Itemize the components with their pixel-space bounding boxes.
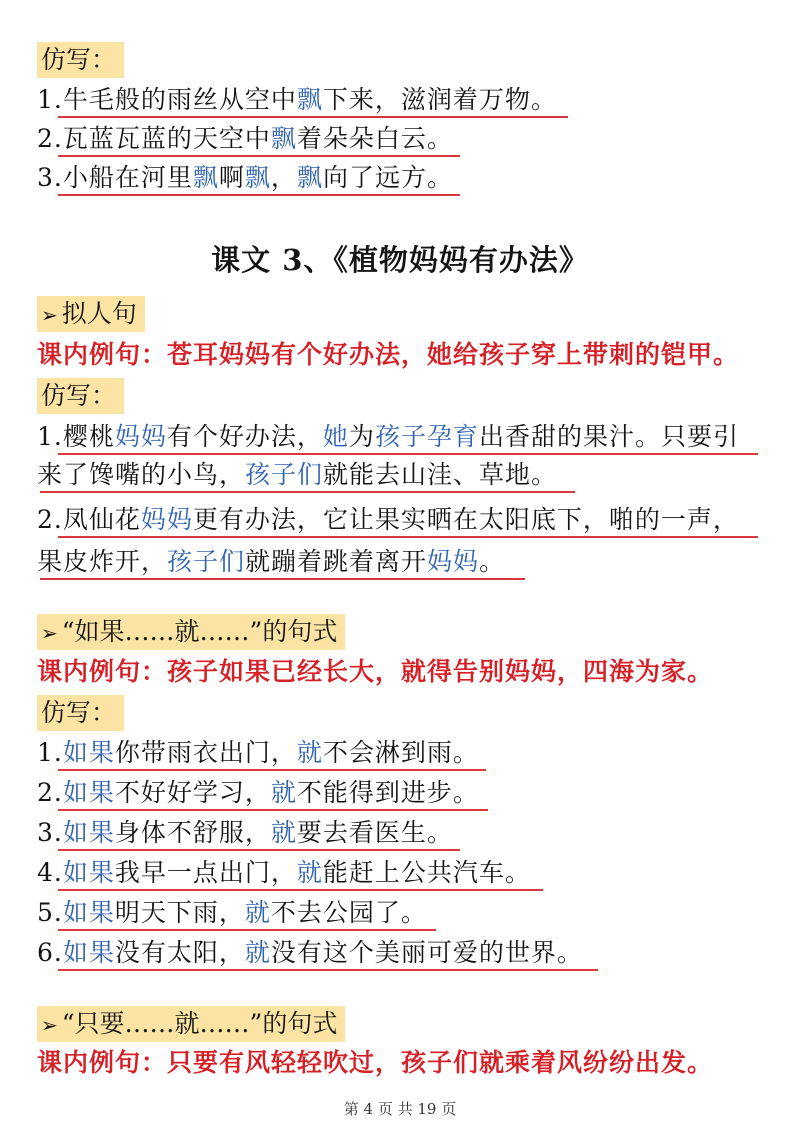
s3-item-4: 4.如果我早一点出门，就能赶上公共汽车。 [37, 858, 531, 887]
underline [40, 491, 575, 493]
underline [58, 155, 460, 157]
s2-item-2-line-2: 果皮炸开，孩子们就蹦着跳着离开妈妈。 [37, 547, 506, 576]
s2-item-1-line-2: 来了馋嘴的小鸟，孩子们就能去山洼、草地。 [37, 460, 558, 489]
imitation-tag: 仿写： [37, 695, 124, 731]
underline [58, 453, 758, 455]
underline [58, 849, 460, 851]
imitation-tag: 仿写： [37, 378, 124, 414]
imitation-tag: 仿写： [37, 42, 124, 78]
s3-item-3: 3.如果身体不舒服，就要去看医生。 [37, 818, 453, 847]
underline [58, 116, 568, 118]
ruguo-pattern-tag: ➢ “如果……就……”的句式 [37, 614, 345, 650]
zhiyao-pattern-tag: ➢ “只要……就……”的句式 [37, 1006, 345, 1042]
underline [58, 969, 598, 971]
s2-item-1-line-1: 1.樱桃妈妈有个好办法，她为孩子孕育出香甜的果汁。只要引 [37, 422, 739, 451]
underline [58, 536, 758, 538]
arrow-icon: ➢ [41, 621, 58, 645]
arrow-icon: ➢ [41, 303, 58, 327]
s3-item-2: 2.如果不好好学习，就不能得到进步。 [37, 778, 479, 807]
s2-item-2-line-1: 2.凤仙花妈妈更有办法，它让果实晒在太阳底下，啪的一声， [37, 505, 739, 534]
arrow-icon: ➢ [41, 1013, 58, 1037]
s1-line-2: 2.瓦蓝瓦蓝的天空中飘着朵朵白云。 [37, 124, 453, 153]
s1-line-3: 3.小船在河里飘啊飘，飘向了远方。 [37, 163, 453, 192]
underline [40, 578, 525, 580]
s4-example: 课内例句：只要有风轻轻吹过，孩子们就乘着风纷纷出发。 [37, 1048, 714, 1077]
s3-item-5: 5.如果明天下雨，就不去公园了。 [37, 898, 427, 927]
page-number: 第 4 页 共 19 页 [343, 1100, 457, 1118]
s3-item-1: 1.如果你带雨衣出门，就不会淋到雨。 [37, 738, 479, 767]
underline [58, 809, 488, 811]
lesson-title: 课文 3、《植物妈妈有办法》 [211, 243, 589, 277]
underline [58, 929, 436, 931]
s3-item-6: 6.如果没有太阳，就没有这个美丽可爱的世界。 [37, 938, 583, 967]
underline [58, 769, 486, 771]
underline [58, 194, 460, 196]
s1-line-1: 1.牛毛般的雨丝从空中飘下来，滋润着万物。 [37, 85, 557, 114]
s3-example: 课内例句：孩子如果已经长大，就得告别妈妈，四海为家。 [37, 657, 714, 686]
personification-tag: ➢ 拟人句 [37, 296, 145, 332]
underline [58, 889, 543, 891]
s2-example: 课内例句：苍耳妈妈有个好办法，她给孩子穿上带刺的铠甲。 [37, 340, 740, 369]
